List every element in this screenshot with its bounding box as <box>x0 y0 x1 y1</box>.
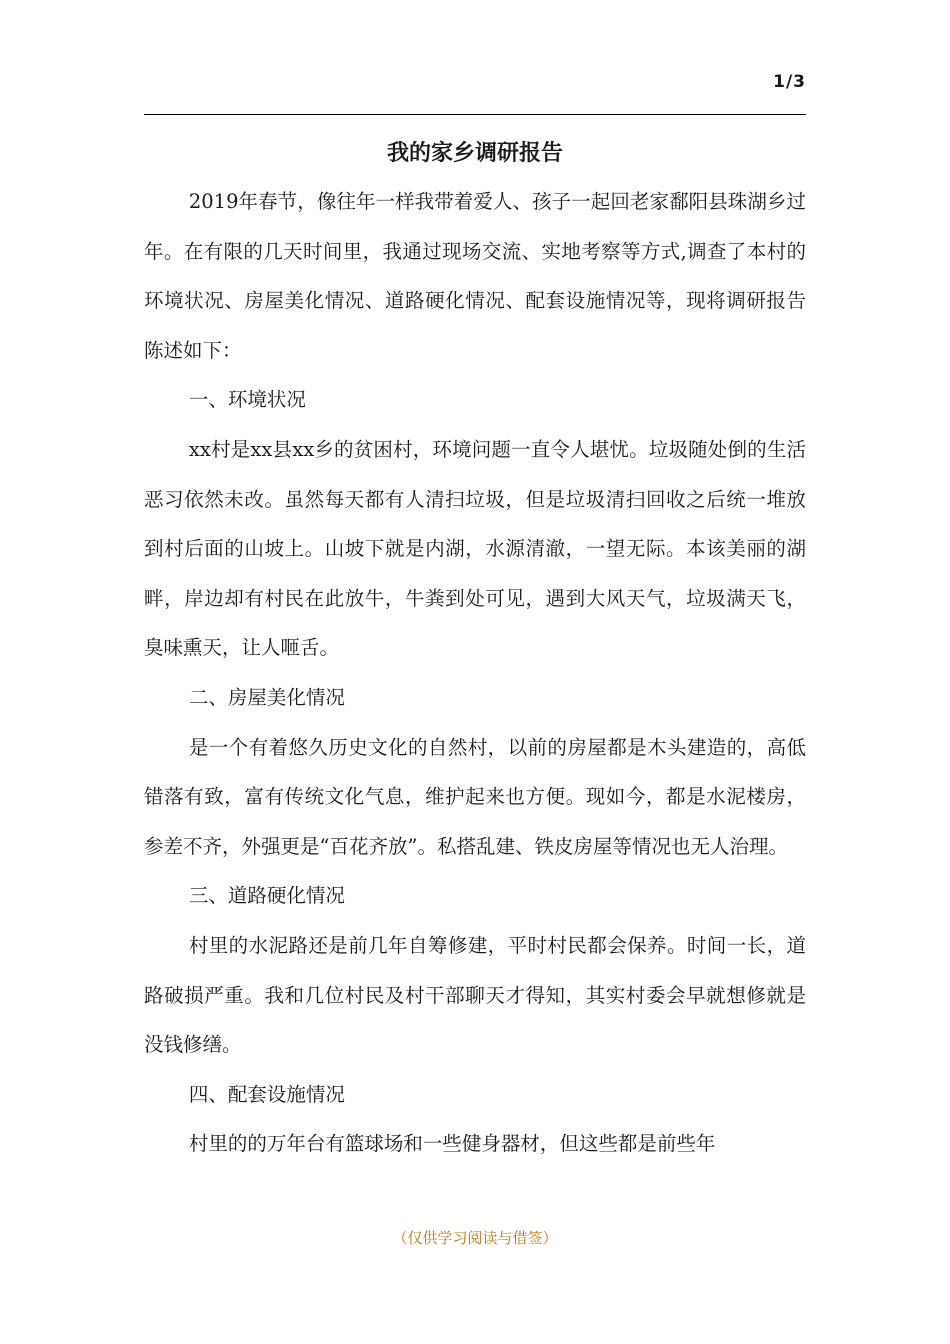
paragraph-roads: 村里的水泥路还是前几年自筹修建，平时村民都会保养。时间一长，道路破损严重。我和几位村民及村干部聊天才得知，其实村委会早就想修就是没钱修缮。 <box>144 933 806 1057</box>
page-number: 1/3 <box>773 72 806 92</box>
section-heading-roads: 三、道路硬化情况 <box>188 884 345 908</box>
footer-note: （仅供学习阅读与借签） <box>392 1229 558 1247</box>
section-heading-facilities: 四、配套设施情况 <box>188 1082 345 1106</box>
header-rule <box>144 114 806 115</box>
paragraph-facilities: 村里的的万年台有篮球场和一些健身器材，但这些都是前些年 <box>188 1132 716 1156</box>
paragraph-environment: xx村是xx县xx乡的贫困村，环境问题一直令人堪忧。垃圾随处倒的生活恶习依然未改。虽然每天都有人清扫垃圾，但是垃圾清扫回收之后统一堆放到村后面的山坡上。山坡下就是内湖，水源清澈，一望无际。本该美丽的湖畔，岸边却有村民在此放牛，牛粪到处可见，遇到大风天气，垃圾满天飞，臭味熏天，让人咂舌。 <box>144 437 806 660</box>
document-body <box>144 177 806 1169</box>
section-heading-housing: 二、房屋美化情况 <box>188 685 345 709</box>
section-heading-environment: 一、环境状况 <box>188 388 306 412</box>
document-title: 我的家乡调研报告 <box>386 140 563 166</box>
paragraph-intro: 2019年春节，像往年一样我带着爱人、孩子一起回老家鄱阳县珠湖乡过年。在有限的几天时间里，我通过现场交流、实地考察等方式,调查了本村的环境状况、房屋美化情况、道路硬化情况、配套设施情况等，现将调研报告陈述如下： <box>144 190 806 362</box>
paragraph-housing: 是一个有着悠久历史文化的自然村，以前的房屋都是木头建造的，高低错落有致，富有传统文化气息，维护起来也方便。现如今，都是水泥楼房，参差不齐，外强更是“百花齐放”。私搭乱建、铁皮房屋等情况也无人治理。 <box>144 735 806 858</box>
